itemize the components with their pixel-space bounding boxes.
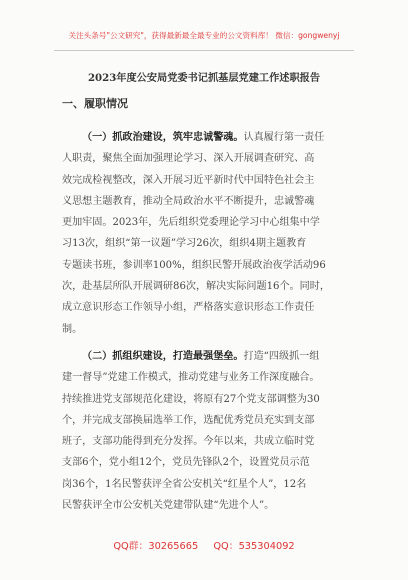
paragraph-organization: [62, 346, 350, 516]
paragraph-lead: （一）抓政治建设，筑牢忠诚警魂。: [82, 132, 244, 143]
paragraph-line: 人职责，聚焦全面加强理论学习、深入开展调查研究、高: [62, 153, 315, 165]
contact-footer: [54, 538, 354, 552]
document-title: 2023年度公安局党委书记抓基层党建工作述职报告: [87, 72, 321, 84]
paragraph-line: 更加牢固。2023年，先后组织党委理论学习中心组集中学: [62, 217, 320, 229]
paragraph-line: 个，并完成支部换届选举工作，选配优秀党员充实到支部: [62, 414, 315, 426]
paragraph-line: 效完成检视整改，深入开展习近平新时代中国特色社会主: [62, 174, 315, 186]
paragraph-political: [62, 127, 350, 340]
paragraph-text: 认真履行第一责任: [243, 132, 325, 143]
qq-group-text: QQ群：30265665: [113, 541, 199, 552]
paragraph-lead: （二）抓组织建设，打造最强堡垒。: [82, 351, 244, 362]
paragraph-line: 成立意识形态工作领导小组，严格落实意识形态工作责任: [62, 302, 315, 314]
paragraph-line: 建一督导”党建工作模式，推动党建与业务工作深度融合。: [62, 372, 320, 384]
section-heading: 一、履职情况: [62, 97, 128, 110]
paragraph-line: 支部6个，党小组12个，党员先锋队2个，设置党员示范: [62, 457, 310, 469]
paragraph-line: 专题读书班，参训率100%，组织民警开展政治夜学活动96: [62, 259, 326, 271]
paragraph-line: 班子，支部功能得到充分发挥。今年以来，共成立临时党: [62, 436, 315, 448]
paragraph-line: 习13次，组织“第一议题”学习26次，组织4期主题教育: [62, 238, 307, 250]
promo-banner: 关注头条号"公文研究"，获得最新最全最专业的公文资料库！ 微信：gongwenyj: [68, 31, 340, 40]
paragraph-line: 岗36个，1名民警获评全省公安机关“红星个人”，12名: [62, 478, 307, 490]
paragraph-line: 义思想主题教育，推动全局政治水平不断提升，忠诚警魂: [62, 195, 315, 207]
qq-text: QQ：535304092: [213, 541, 295, 552]
paragraph-line: 次，赴基层所队开展调研86次，解决实际问题16个。同时，: [62, 281, 330, 293]
paragraph-line: 持续推进党支部规范化建设，将原有27个党支部调整为30: [62, 393, 320, 405]
paragraph-line: 民警获评全市公安机关党建带队建“先进个人”。: [62, 500, 275, 512]
paragraph-text: 打造“四级抓一组: [243, 351, 320, 362]
header-divider: [54, 50, 354, 51]
paragraph-line: 制。: [62, 323, 83, 335]
